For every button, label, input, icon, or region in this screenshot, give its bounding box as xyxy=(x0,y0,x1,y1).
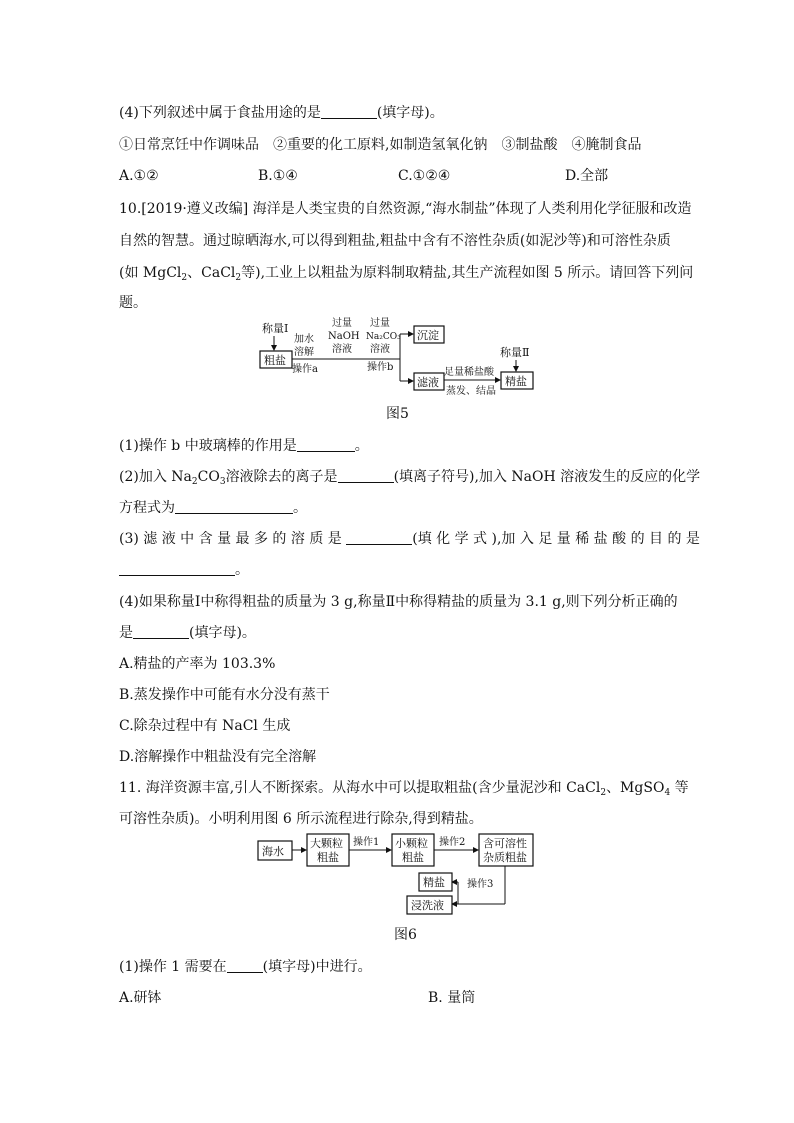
op2-label: 操作2 xyxy=(439,837,466,848)
op3-label: 操作3 xyxy=(467,879,494,890)
step2-label-3: 溶液 xyxy=(332,344,352,355)
box-refined-salt-label: 精盐 xyxy=(505,375,527,388)
label-weigh-2: 称量Ⅱ xyxy=(500,346,530,359)
answer-blank[interactable] xyxy=(175,499,293,514)
q4-option-b: B.①④ xyxy=(258,168,298,184)
figure-6-flowchart xyxy=(255,832,545,920)
q4-option-d: D.全部 xyxy=(565,168,609,184)
q4-option-a: A.①② xyxy=(119,168,159,184)
answer-blank[interactable] xyxy=(227,958,263,973)
box-coarse-salt-small-label-2: 粗盐 xyxy=(402,851,424,864)
step3-label-1: 过量 xyxy=(370,318,390,329)
q10-line3: (如 MgCl$_2$、CaCl$_2$等),工业上以粗盐为原料制取精盐,其生产流程如图 5 所示。请回答下列问 xyxy=(119,265,694,283)
q10-line1: 10.[2019·遵义改编] 海洋是人类宝贵的自然资源,“海水制盐”体现了人类利用化学征服和改造 xyxy=(119,201,692,217)
step1-label-1: 加水 xyxy=(294,334,314,345)
answer-blank[interactable] xyxy=(338,468,394,483)
box-wash-liquid-label: 浸洗液 xyxy=(411,899,444,912)
step1-op-label: 操作a xyxy=(292,364,318,375)
figure-6-caption: 图6 xyxy=(394,927,417,943)
step3-label-3: 溶液 xyxy=(370,344,390,355)
q10-option-b: B.蒸发操作中可能有水分没有蒸干 xyxy=(119,687,330,703)
label-weigh-1: 称量Ⅰ xyxy=(262,322,289,335)
answer-blank[interactable] xyxy=(297,437,355,452)
q10-option-d: D.溶解操作中粗盐没有完全溶解 xyxy=(119,749,317,765)
q10-part4-line1: (4)如果称量Ⅰ中称得粗盐的质量为 3 g,称量Ⅱ中称得精盐的质量为 3.1 g,则下列分析正确的 xyxy=(119,594,678,610)
q10-option-c: C.除杂过程中有 NaCl 生成 xyxy=(119,718,291,734)
box-precipitate-label: 沉淀 xyxy=(417,329,439,342)
answer-blank[interactable] xyxy=(321,104,377,119)
q10-part1: (1)操作 b 中玻璃棒的作用是 。 xyxy=(119,438,369,454)
q4-option-c: C.①②④ xyxy=(398,168,451,184)
q10-part3-line2: 。 xyxy=(119,561,249,579)
box-soluble-impurity-label-1: 含可溶性 xyxy=(483,837,527,850)
q11-line1: 11. 海洋资源丰富,引人不断探索。从海水中可以提取粗盐(含少量泥沙和 CaCl$_2$、MgSO$_4$ 等 xyxy=(119,780,689,798)
q11-part1: (1)操作 1 需要在 (填字母)中进行。 xyxy=(119,959,372,975)
box-soluble-impurity-label-2: 杂质粗盐 xyxy=(483,851,527,864)
q10-option-a: A.精盐的产率为 103.3% xyxy=(119,656,276,672)
q4-stem: (4)下列叙述中属于食盐用途的是 (填字母)。 xyxy=(119,105,444,121)
step4-label-bottom: 蒸发、结晶 xyxy=(446,386,496,397)
answer-blank[interactable] xyxy=(119,561,235,576)
step3-label-2: Na₂CO₃ xyxy=(366,332,401,342)
figure-5-flowchart xyxy=(250,314,550,400)
box-coarse-salt-small-label-1: 小颗粒 xyxy=(395,837,428,850)
box-coarse-salt-large-label-2: 粗盐 xyxy=(317,851,339,864)
step4-label-top: 足量稀盐酸 xyxy=(444,367,494,378)
box-crude-salt-label: 粗盐 xyxy=(264,354,286,367)
box-filtrate-label: 滤液 xyxy=(417,376,439,389)
q4-items: ①日常烹饪中作调味品 ②重要的化工原料,如制造氢氧化钠 ③制盐酸 ④腌制食品 xyxy=(119,137,642,153)
q10-line2: 自然的智慧。通过晾晒海水,可以得到粗盐,粗盐中含有不溶性杂质(如泥沙等)和可溶性杂质 xyxy=(119,233,671,249)
q11-line2: 可溶性杂质)。小明利用图 6 所示流程进行除杂,得到精盐。 xyxy=(119,811,483,827)
step1-label-2: 溶解 xyxy=(294,347,314,358)
figure-5-caption: 图5 xyxy=(386,406,409,422)
box-seawater-label: 海水 xyxy=(262,845,284,858)
box-refined-salt-label: 精盐 xyxy=(423,876,445,889)
step2-label-1: 过量 xyxy=(332,318,352,329)
q10-part3: (3) 滤 液 中 含 量 最 多 的 溶 质 是 (填 化 学 式 ),加 入 足 量 稀 盐 酸 的 目 的 是 xyxy=(119,531,700,547)
step3-op-label: 操作b xyxy=(367,362,394,373)
step2-label-2: NaOH xyxy=(328,331,360,342)
op1-label: 操作1 xyxy=(353,837,380,848)
q10-part2-line2: 方程式为 。 xyxy=(119,500,307,516)
box-coarse-salt-large-label-1: 大颗粒 xyxy=(310,837,343,850)
answer-blank[interactable] xyxy=(133,624,189,639)
q11-option-b: B. 量筒 xyxy=(428,990,476,1006)
q10-line4: 题。 xyxy=(119,295,147,311)
q10-part4-line2: 是 (填字母)。 xyxy=(119,625,256,641)
q11-option-a: A.研钵 xyxy=(119,990,162,1006)
q10-part2: (2)加入 $Na_2CO_3$溶液除去的离子是 (填离子符号),加入 NaOH 溶液发生的反应的化学 xyxy=(119,469,701,487)
answer-blank[interactable] xyxy=(346,530,412,545)
